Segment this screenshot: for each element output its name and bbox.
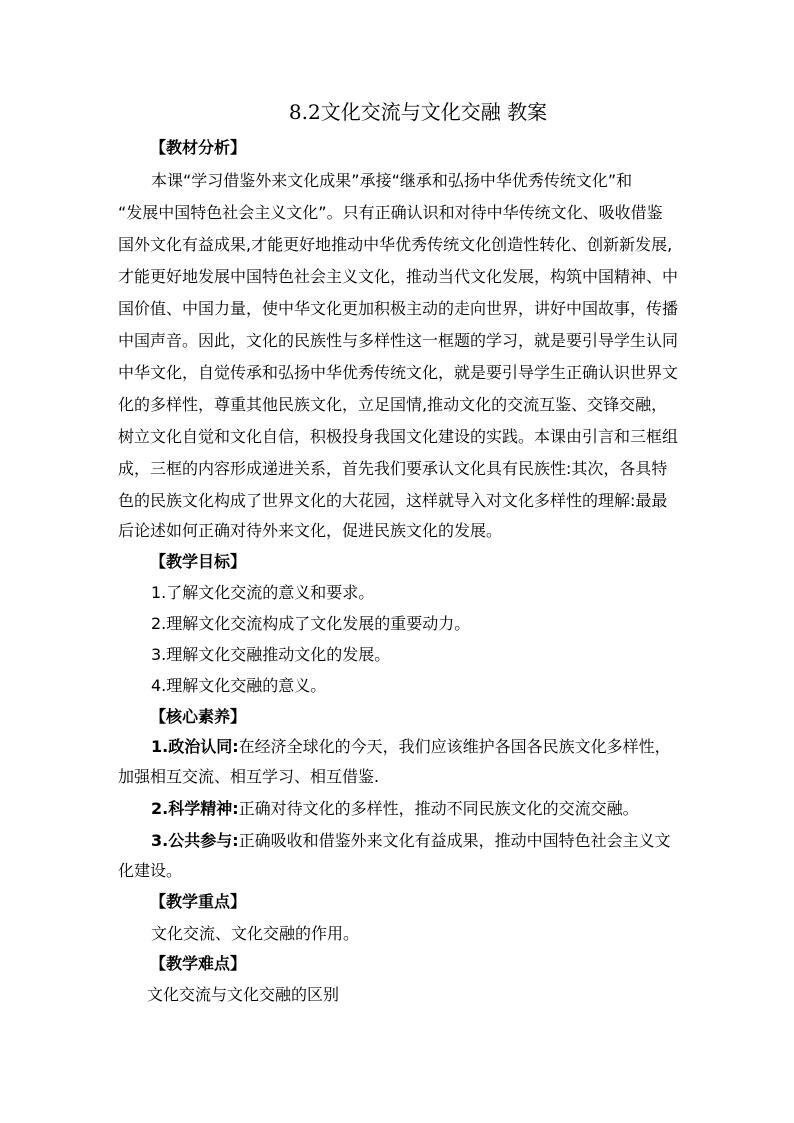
literacy-text: 正确吸收和借鉴外来文化有益成果，推动中国特色社会主义文 — [238, 831, 671, 850]
literacy-text: 在经济全球化的今天，我们应该维护各国各民族文化多样性， — [238, 737, 671, 756]
heading-key: 【教学重点】 — [150, 892, 247, 911]
analysis-line: 后论述如何正确对待外来文化，促进民族文化的发展。 — [118, 521, 503, 540]
analysis-line: 中国声音。因此，文化的民族性与多样性这一框题的学习，就是要引导学生认同 — [118, 331, 679, 350]
literacy-item — [151, 798, 639, 820]
analysis-line: 国外文化有益成果,才能更好地推动中华优秀传统文化创造性转化、创新新发展, — [118, 235, 673, 254]
goal-item: 4.理解文化交融的意义。 — [151, 676, 327, 695]
analysis-line: 色的民族文化构成了世界文化的大花园，这样就导入对文化多样性的理解:最最 — [118, 491, 668, 510]
document-title: 8.2文化交流与文化交融 教案 — [288, 100, 548, 124]
difficulty-text: 文化交流与文化交融的区别 — [147, 985, 340, 1004]
heading-goals: 【教学目标】 — [150, 552, 247, 571]
literacy-label: 2.科学精神: — [151, 799, 239, 818]
analysis-line: 国价值、中国力量，使中华文化更加积极主动的走向世界，讲好中国故事，传播 — [118, 299, 679, 318]
analysis-line: 中华文化，自觉传承和弘扬中华优秀传统文化，就是要引导学生正确认识世界文 — [118, 363, 679, 382]
heading-difficulty: 【教学难点】 — [150, 954, 247, 973]
goal-item: 2.理解文化交流构成了文化发展的重要动力。 — [151, 614, 471, 633]
heading-analysis: 【教材分析】 — [150, 138, 247, 157]
key-text: 文化交流、文化交融的作用。 — [151, 924, 360, 943]
goal-item: 3.理解文化交融推动文化的发展。 — [151, 645, 391, 664]
literacy-item — [151, 830, 671, 852]
analysis-line: 化的多样性，尊重其他民族文化，立足国情,推动文化的交流互鉴、交锋交融， — [118, 395, 668, 414]
goal-item: 1.了解文化交流的意义和要求。 — [151, 583, 375, 602]
heading-literacy: 【核心素养】 — [150, 707, 247, 726]
analysis-line: 树立文化自觉和文化自信，积极投身我国文化建设的实践。本课由引言和三框组 — [118, 427, 679, 446]
analysis-line: “发展中国特色社会主义文化”。只有正确认识和对待中华传统文化、吸收借鉴 — [118, 203, 663, 222]
literacy-cont: 加强相互交流、相互学习、相互借鉴. — [118, 767, 380, 786]
literacy-item — [151, 736, 671, 758]
literacy-label: 1.政治认同: — [151, 737, 239, 756]
literacy-text: 正确对待文化的多样性，推动不同民族文化的交流交融。 — [238, 799, 639, 818]
analysis-line: 才能更好地发展中国特色社会主义文化，推动当代文化发展，构筑中国精神、中 — [118, 267, 679, 286]
literacy-cont: 化建设。 — [118, 861, 183, 880]
literacy-label: 3.公共参与: — [151, 831, 239, 850]
analysis-line: 本课“学习借鉴外来文化成果”承接“继承和弘扬中华优秀传统文化”和 — [151, 171, 633, 190]
analysis-line: 成，三框的内容形成递进关系，首先我们要承认文化具有民族性:其次，各具特 — [118, 459, 668, 478]
